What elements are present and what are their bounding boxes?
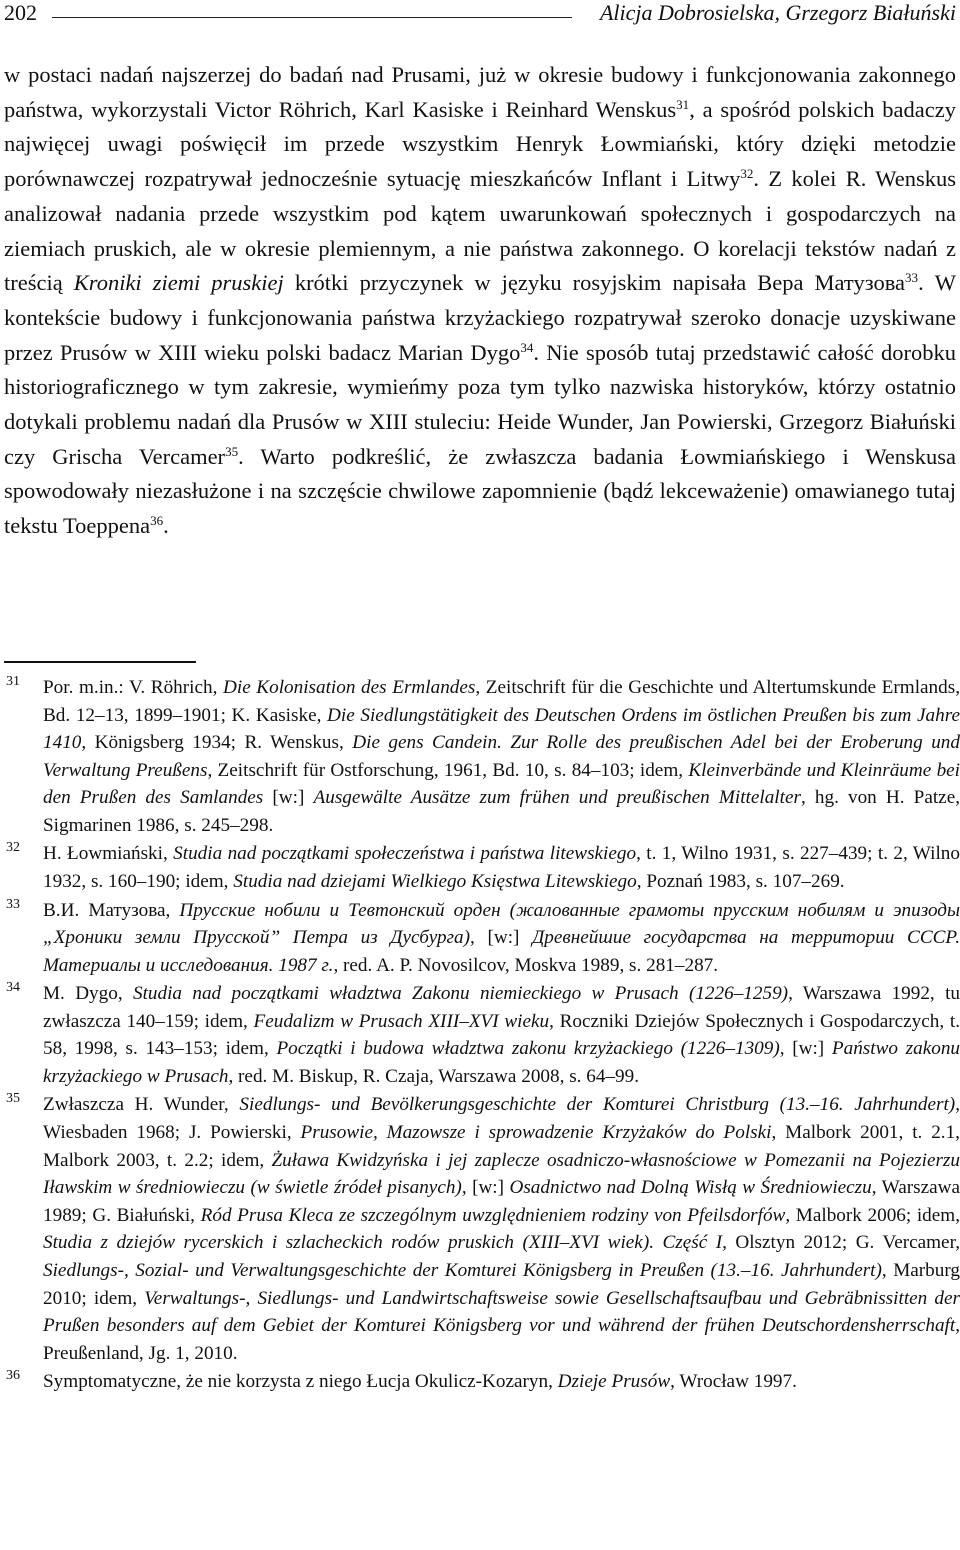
footnote-italic-title: Feudalizm w Prusach XIII–XVI wieku [253, 1010, 550, 1032]
footnote-text: Olsztyn 2012; G. Vercamer, [726, 1232, 960, 1254]
footnote-number: 35 [6, 1091, 20, 1107]
footnote-text: , Roczniki Dziejów Społecznych i Gospodarczych, t. 58, 1998, s. 143–153; idem, [43, 1010, 960, 1060]
main-paragraph [4, 58, 956, 544]
footnote-ref: 36 [150, 513, 164, 529]
footnote-34 [0, 980, 960, 1090]
paragraph-text: . W kontekście budowy i funkcjonowania państwa krzyżackiego rozpatrywał szeroko donacje uzyskiwane przez Prusów w XIII wieku polski badacz Marian Dygo [4, 270, 956, 365]
footnote-ref: 31 [676, 96, 690, 112]
running-head: Alicja Dobrosielska, Grzegorz Białuński [599, 0, 956, 25]
footnote-text: , Warszawa 1989; G. Białuński, [43, 1177, 960, 1226]
footnote-ref: 33 [905, 270, 919, 286]
footnote-number: 31 [6, 674, 20, 689]
footnote-italic-title: Dzieje Prusów [557, 1371, 671, 1393]
footnote-italic-title: Прусские нобили и Тевтонский орден (жалованные грамоты прусским нобилям и эпизоды „Хроники земли Прусской” Петра из Дусбурга) [43, 899, 960, 949]
footnote-text: , Zeitschrift für die Geschichte und Altertumskunde Ermlands, Bd. 12–13, 1899–1901; K. Kasiske, [43, 677, 960, 726]
footnote-italic-title: Żuława Kwidzyńska i jej zaplecze osadniczo-własnościowe w Pomezanii na Pojezierzu Iławskim w średniowieczu (w świetle źródeł pisanych) [43, 1149, 960, 1199]
footnote-32 [0, 840, 960, 895]
footnote-text: , Wrocław 1997. [670, 1371, 797, 1393]
footnote-text: , Marburg 2010; idem, [43, 1260, 960, 1309]
footnote-italic-title: Studia nad początkami społeczeństwa i państwa litewskiego [173, 843, 637, 865]
paragraph-text: . Warto podkreślić, że zwłaszcza badania Łowmiańskiego i Wenskusa spowodowały niezasłużone i na szczęście chwilowe zapomnienie (bądź lekceważenie) omawianego tutaj tekstu Toeppena [4, 443, 956, 539]
header-rule [52, 17, 572, 18]
footnote-italic-title: Kleinverbände und Kleinräume bei den Prußen des Samlandes [43, 759, 960, 809]
footnote-italic-title: Ausgewälte Ausätze zum frühen und preußischen Mittelalter [313, 787, 801, 809]
paragraph-text: . Z kolei R. Wenskus analizował nadania przede wszystkim pod kątem uwarunkowań społecznych i gospodarczych na ziemiach pruskich, ale w okresie plemiennym, a nie państwa zakonnego. O korelacji tekstów nadań z treścią [4, 166, 956, 296]
footnote-text: , [w:] [779, 1038, 832, 1060]
footnote-text: , Wiesbaden 1968; J. Powierski, [43, 1094, 960, 1144]
footnote-text: , Zeitschrift für Ostforschung, 1961, Bd. 10, s. 84–103; idem, [207, 759, 689, 781]
footnote-text: Por. m.in.: V. Röhrich, [43, 677, 223, 698]
footnote-separator [4, 661, 196, 663]
footnote-text: Symptomatyczne, że nie korzysta z niego Łucja Okulicz-Kozaryn, [43, 1371, 558, 1393]
footnote-italic-title: Siedlungs- und Bevölkerungsgeschichte der Komturei Christburg (13.–16. Jahrhundert) [239, 1094, 956, 1116]
footnote-ref: 35 [225, 443, 239, 459]
footnote-italic-title: Studia nad dziejami Wielkiego Księstwa Litewskiego [233, 871, 637, 893]
footnote-text: , [w:] [470, 927, 533, 949]
paragraph-text: , a spośród polskich badaczy najwięcej uwagi poświęcił im przede wszystkim Henryk Łowmiański, który dzięki metodzie porównawczej rozpatrywał jednocześnie sytuację mieszkańców Inflant i Litwy [4, 96, 956, 192]
footnote-italic-title: Siedlungs-, Sozial- und Verwaltungsgeschichte der Komturei Königsberg in Preußen (13.–16. Jahrhundert) [43, 1260, 882, 1282]
footnote-text: , Malbork 2006; idem, [785, 1204, 960, 1226]
paragraph-text: . [163, 513, 169, 539]
footnote-text: , red. A. P. Novosilcov, Moskva 1989, s. 281–287. [333, 954, 719, 976]
footnote-number: 33 [6, 896, 20, 912]
page-number: 202 [4, 0, 37, 25]
footnote-ref: 34 [520, 339, 534, 355]
footnote-text: , Königsberg 1934; R. Wenskus, [81, 732, 353, 754]
footnote-italic-title: Древнейшие государства на территории СССР. Материалы и исследования. 1987 г. [43, 927, 960, 976]
footnote-text: , Poznań 1983, s. 107–269. [636, 871, 845, 893]
footnote-35 [0, 1091, 960, 1367]
footnote-text: , t. 1, Wilno 1931, s. 227–439; t. 2, Wilno 1932, s. 160–190; idem, [43, 843, 960, 893]
footnote-number: 36 [6, 1368, 20, 1384]
paragraph-text: . Nie sposób tutaj przedstawić całość dorobku historiograficznego w tym zakresie, wymieńmy poza tym tylko nazwiska historyków, którzy ostatnio dotykali problemu nadań dla Prusów w XIII stuleciu: Heide Wunder, Jan Powierski, Grzegorz Białuński czy Grischa Vercamer [4, 339, 956, 469]
footnote-text: В.И. Матузова, [43, 899, 180, 921]
footnote-number: 34 [6, 980, 20, 996]
footnote-ref: 32 [740, 166, 754, 182]
footnote-33 [0, 897, 960, 980]
paragraph-text: krótki przyczynek w języku rosyjskim napisała Вера Матузова [283, 270, 906, 296]
footnote-text: , Warszawa 1992, tu zwłaszcza 140–159; idem, [43, 983, 960, 1032]
footnote-text: M. Dygo, [43, 983, 133, 1005]
paragraph-text: w postaci nadań najszerzej do badań nad Prusami, już w okresie budowy i funkcjonowania zakonnego państwa, wykorzystali Victor Röhrich, Karl Kasiske i Reinhard Wenskus [4, 62, 956, 122]
footnotes-section [0, 674, 960, 1397]
footnote-text: , Malbork 2001, t. 2.1, Malbork 2003, t. 2.2; idem, [43, 1122, 960, 1171]
footnote-text: , hg. von H. Patze, Sigmarinen 1986, s. 245–298. [43, 787, 960, 836]
footnote-italic-title: Prusowie, Mazowsze i sprowadzenie Krzyżaków do Polski [300, 1122, 772, 1144]
footnote-italic-title: Verwaltungs-, Siedlungs- und Landwirtschaftsweise sowie Gesellschaftsaufbau und Gebräbnissitten der Prußen besonders auf dem Gebiet der Komturei Königsberg vor und während der frühen Deutschordensherrschaft [43, 1287, 960, 1337]
footnote-text: Zwłaszcza H. Wunder, [43, 1094, 240, 1116]
footnote-text: , Preußenland, Jg. 1, 2010. [43, 1315, 960, 1364]
footnote-italic-title: Studia nad początkami władztwa Zakonu niemieckiego w Prusach (1226–1259) [132, 983, 789, 1005]
footnote-number: 32 [6, 840, 20, 856]
footnote-text: H. Łowmiański, [43, 843, 174, 865]
footnote-italic-title: Die Kolonisation des Ermlandes [223, 677, 476, 698]
footnote-italic-title: Studia z dziejów rycerskich i szlacheckich rodów pruskich (XIII–XVI wiek). Część I, [43, 1232, 727, 1254]
footnote-italic-title: Początki i budowa władztwa zakonu krzyżackiego (1226–1309) [276, 1038, 780, 1060]
footnote-italic-title: Osadnictwo nad Dolną Wisłą w Średniowieczu [509, 1177, 872, 1199]
footnote-text: , [w:] [461, 1177, 510, 1199]
footnote-italic-title: Ród Prusa Kleca ze szczególnym uwzględnieniem rodziny von Pfeilsdorfów [200, 1204, 786, 1226]
page-header [0, 0, 960, 30]
paragraph-italic: Kroniki ziemi pruskiej [73, 270, 284, 296]
footnote-italic-title: Państwo zakonu krzyżackiego w Prusach [43, 1038, 960, 1087]
footnote-31 [0, 674, 960, 840]
footnote-36 [0, 1368, 960, 1396]
footnote-text: , red. M. Biskup, R. Czaja, Warszawa 2008, s. 64–99. [228, 1065, 640, 1087]
footnote-italic-title: Die gens Candein. Zur Rolle des preußischen Adel bei der Eroberung und Verwaltung Preußens [43, 732, 960, 781]
footnote-text: [w:] [263, 787, 314, 809]
footnote-italic-title: Die Siedlungstätigkeit des Deutschen Ordens im östlichen Preußen bis zum Jahre 1410 [43, 704, 960, 754]
